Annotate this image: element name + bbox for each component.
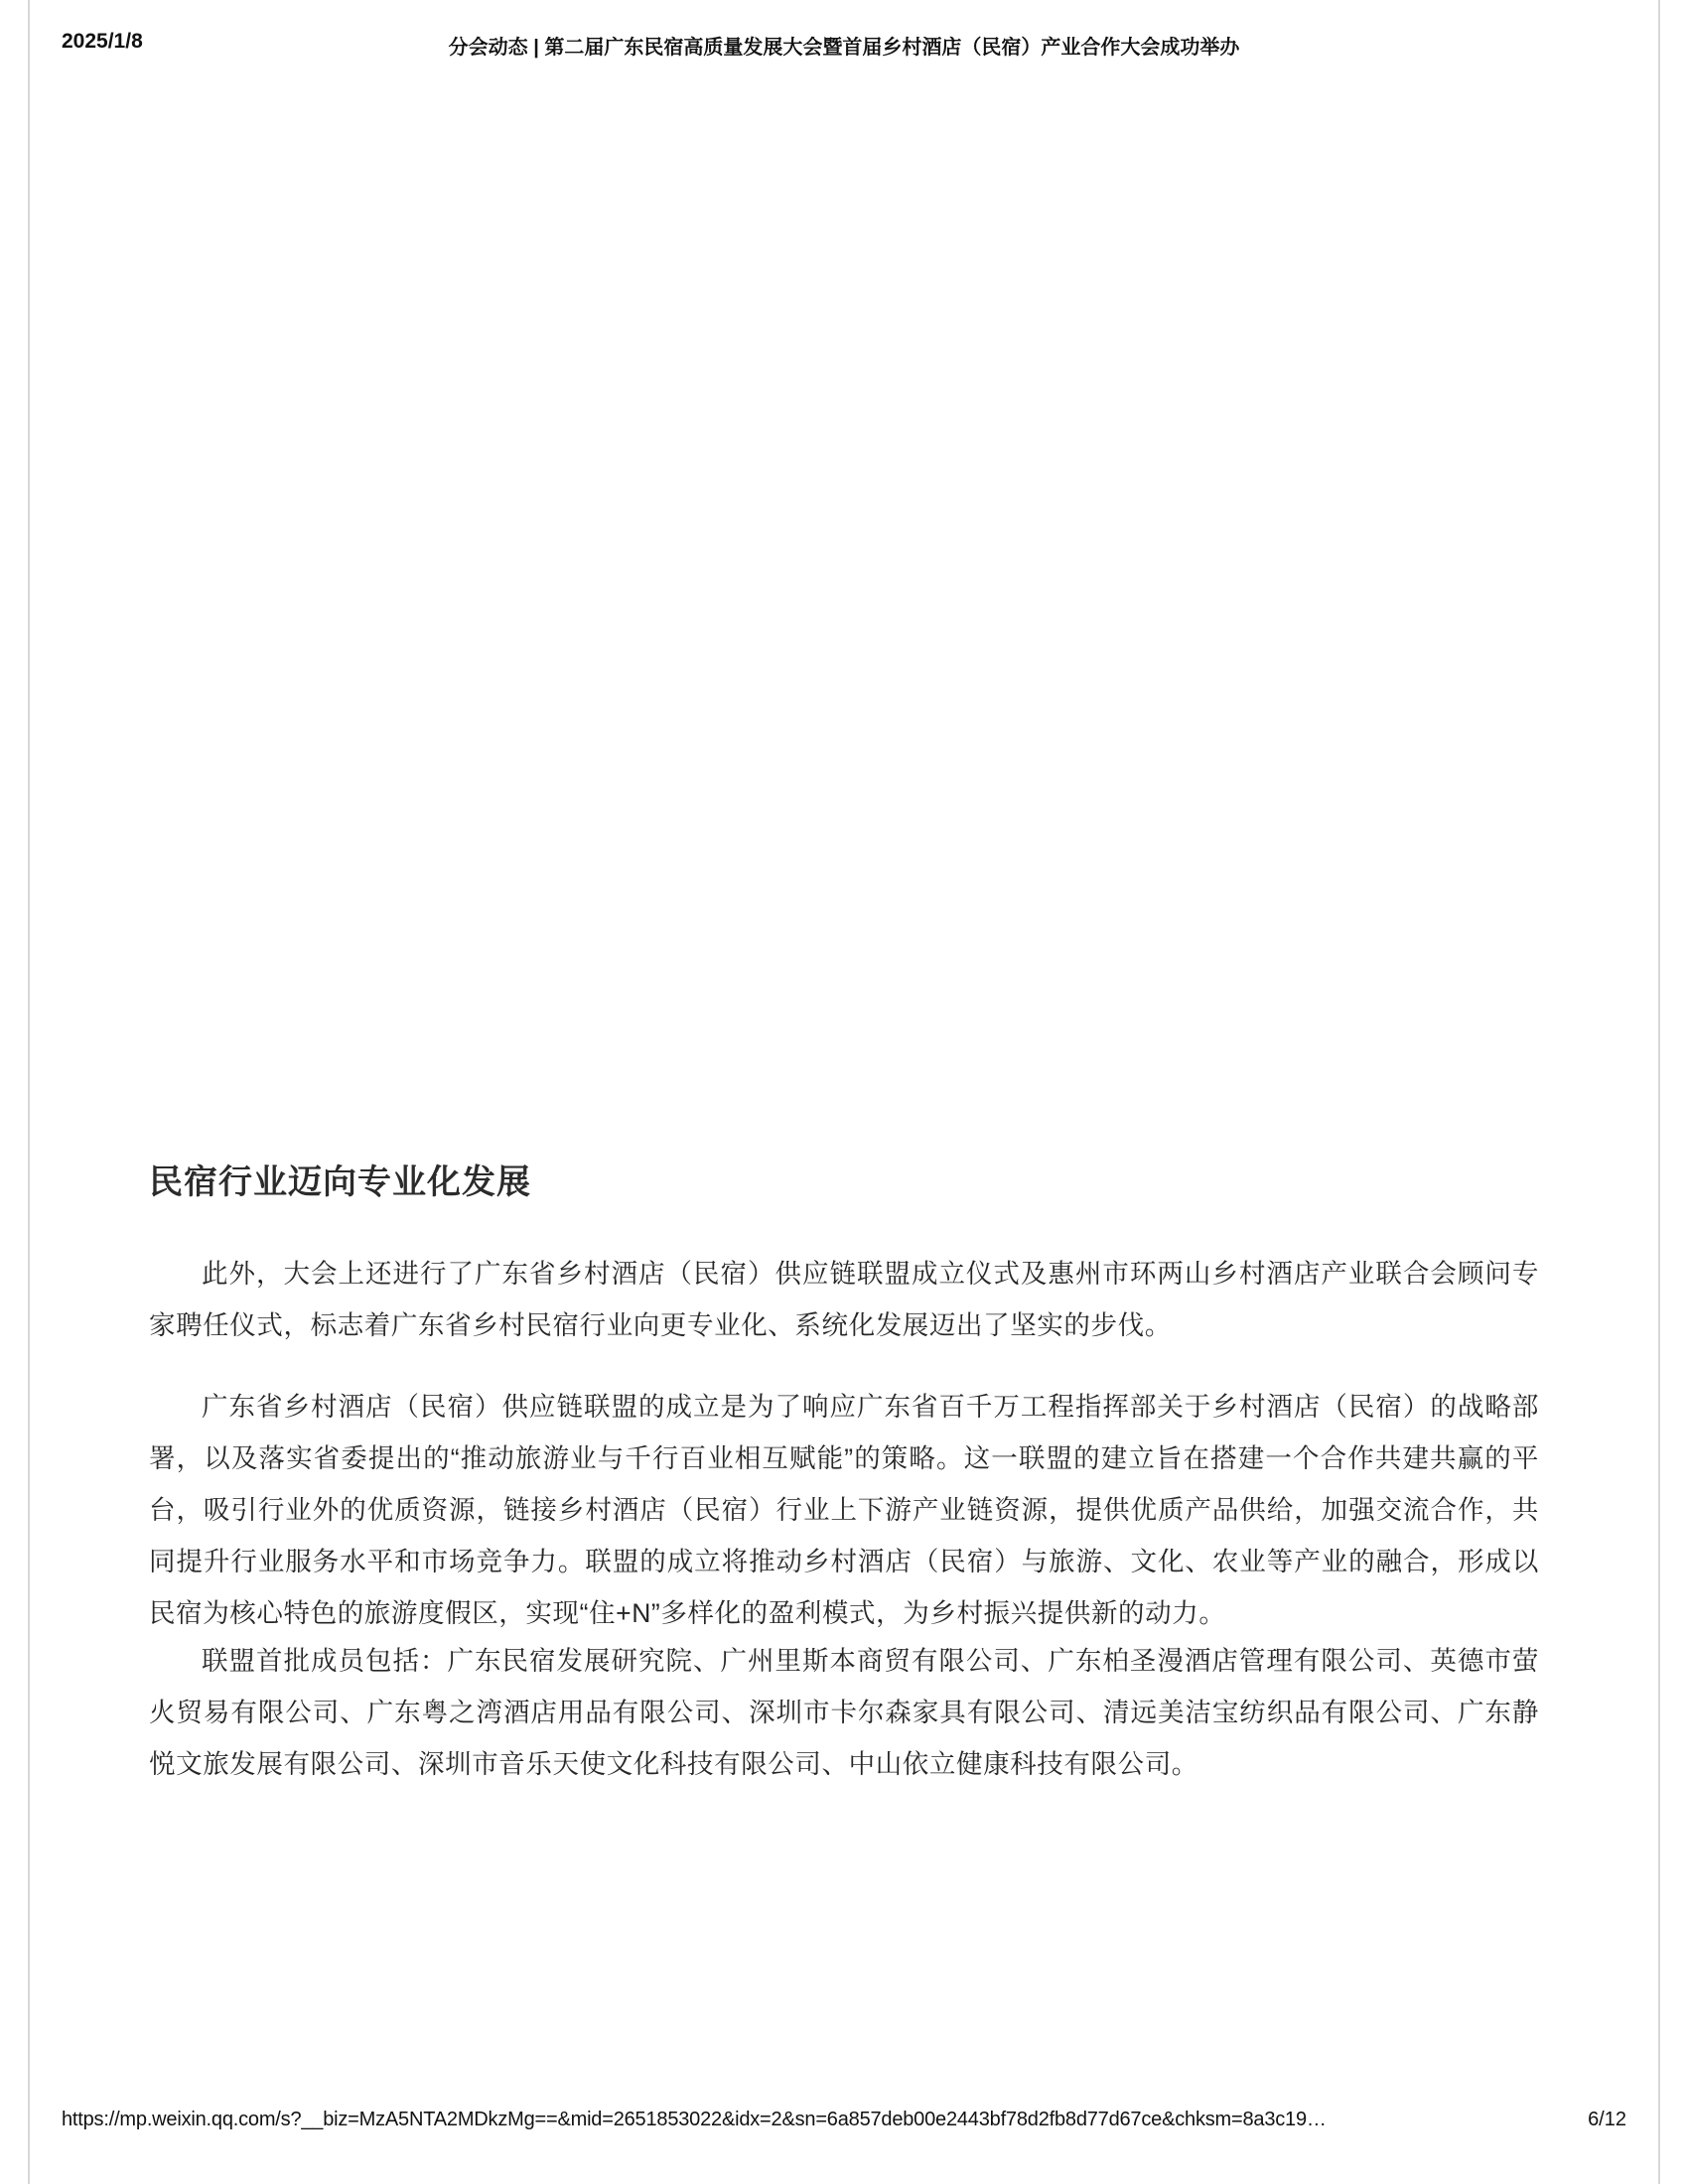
paragraph-1: 此外，大会上还进行了广东省乡村酒店（民宿）供应链联盟成立仪式及惠州市环两山乡村酒店产业联合会顾问专家聘任仪式，标志着广东省乡村民宿行业向更专业化、系统化发展迈出了坚实的步伐。	[149, 1258, 1539, 1340]
footer-source-url[interactable]: https://mp.weixin.qq.com/s?__biz=MzA5NTA2MDkzMg==&mid=2651853022&idx=2&sn=6a857deb00e2443bf78d2fb8d77d67ce&chksm=8a3c19…	[62, 2109, 1327, 2130]
paragraph-3: 联盟首批成员包括：广东民宿发展研究院、广州里斯本商贸有限公司、广东柏圣漫酒店管理有限公司、英德市萤火贸易有限公司、广东粤之湾酒店用品有限公司、深圳市卡尔森家具有限公司、清远美洁宝纺织品有限公司、广东静悦文旅发展有限公司、深圳市音乐天使文化科技有限公司、中山依立健康科技有限公司。	[149, 1645, 1539, 1779]
article-body	[149, 1161, 1539, 1820]
print-header	[0, 30, 1688, 64]
print-footer	[0, 2109, 1688, 2138]
header-article-title: 分会动态 | 第二届广东民宿高质量发展大会暨首届乡村酒店（民宿）产业合作大会成功举办	[448, 37, 1240, 59]
page-edge-right-rule	[1658, 0, 1660, 2184]
page-edge-left-rule	[28, 0, 30, 2184]
paragraph-2: 广东省乡村酒店（民宿）供应链联盟的成立是为了响应广东省百千万工程指挥部关于乡村酒店（民宿）的战略部署，以及落实省委提出的“推动旅游业与千行百业相互赋能”的策略。这一联盟的建立旨在搭建一个合作共建共赢的平台，吸引行业外的优质资源，链接乡村酒店（民宿）行业上下游产业链资源，提供优质产品供给，加强交流合作，共同提升行业服务水平和市场竞争力。联盟的成立将推动乡村酒店（民宿）与旅游、文化、农业等产业的融合，形成以民宿为核心特色的旅游度假区，实现“住+N”多样化的盈利模式，为乡村振兴提供新的动力。	[149, 1391, 1539, 1628]
footer-page-number: 6/12	[1588, 2109, 1626, 2130]
header-date: 2025/1/8	[62, 30, 143, 53]
section-heading: 民宿行业迈向专业化发展	[149, 1163, 531, 1201]
